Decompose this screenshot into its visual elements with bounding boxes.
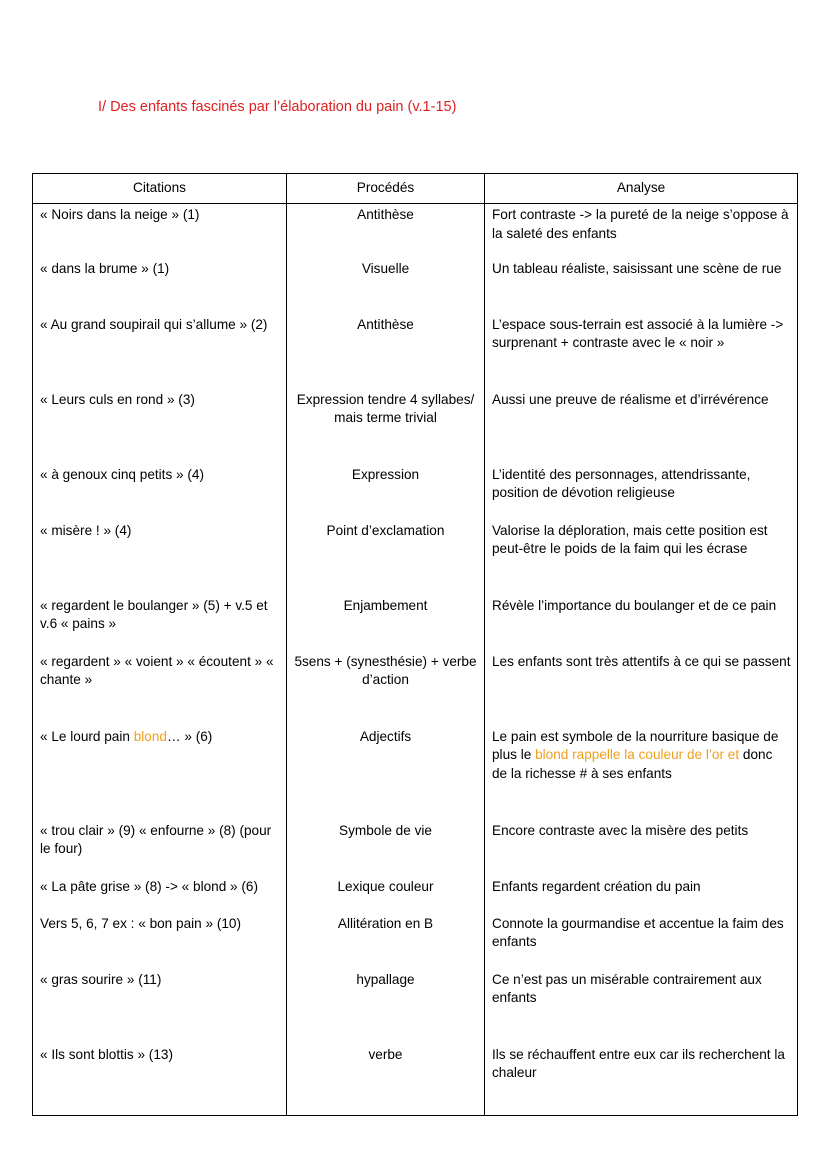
cell-analyse [485, 822, 798, 878]
analysis-table [32, 173, 798, 1116]
cell-procede [287, 822, 485, 878]
cell-citation [33, 260, 287, 316]
procede-text: Point d’exclamation [326, 522, 445, 538]
citation-text: « misère ! » (4) [40, 522, 132, 538]
procede-text: Expression tendre 4 syllabes/ mais terme trivial [296, 391, 475, 426]
cell-analyse [485, 653, 798, 728]
header-citations: Citations [33, 174, 287, 204]
cell-analyse [485, 391, 798, 466]
cell-analyse [485, 878, 798, 915]
cell-citation [33, 653, 287, 728]
cell-citation [33, 204, 287, 260]
citation-text: Vers 5, 6, 7 ex : « bon pain » (10) [40, 915, 242, 931]
section-title: I/ Des enfants fascinés par l’élaboration du pain (v.1-15) [98, 99, 457, 115]
procede-text: 5sens + (synesthésie) + verbe d’action [294, 653, 477, 688]
cell-citation [33, 522, 287, 597]
procede-text: Antithèse [357, 207, 414, 222]
cell-analyse [485, 522, 798, 597]
procede-text: Adjectifs [359, 728, 412, 744]
table-row [33, 466, 798, 522]
procede-text: Allitération en B [337, 915, 434, 931]
analyse-text: Connote la gourmandise et accentue la faim des enfants [492, 915, 784, 950]
cell-analyse [485, 597, 798, 653]
cell-citation [33, 915, 287, 971]
procede-text: Enjambement [343, 597, 428, 613]
analyse-text: Révèle l’importance du boulanger et de ce pain [492, 597, 777, 613]
citation-text: « dans la brume » (1) [40, 260, 170, 276]
citation-text-end: … » (6) [166, 728, 213, 744]
citation-text: « Ils sont blottis » (13) [40, 1046, 173, 1062]
citation-text: « à genoux cinq petits » (4) [40, 466, 204, 482]
cell-analyse [485, 260, 798, 316]
cell-citation [33, 597, 287, 653]
cell-procede [287, 653, 485, 728]
table-row [33, 522, 798, 597]
cell-analyse [485, 971, 798, 1046]
analyse-text-end: donc de la richesse # à ses enfants [492, 747, 773, 781]
table-row [33, 915, 798, 971]
analyse-highlight: blond rappelle la couleur de l’or et [535, 747, 740, 763]
cell-analyse [485, 1046, 798, 1116]
table-row [33, 391, 798, 466]
cell-procede [287, 260, 485, 316]
table-row [33, 260, 798, 316]
analyse-text: Un tableau réaliste, saisissant une scène de rue [492, 260, 782, 276]
cell-citation [33, 971, 287, 1046]
procede-text: Expression [351, 466, 420, 482]
analyse-text: Le pain est symbole de la nourriture basique de plus le [492, 728, 779, 763]
cell-analyse [485, 915, 798, 971]
cell-citation [33, 822, 287, 878]
table-row [33, 1046, 798, 1116]
analyse-text: Les enfants sont très attentifs à ce qui se passent [492, 653, 791, 669]
citation-text: « Le lourd pain [40, 728, 134, 744]
citation-text: « Au grand soupirail qui s’allume » (2) [40, 316, 268, 332]
cell-citation [33, 391, 287, 466]
procede-text: Symbole de vie [339, 822, 432, 838]
table-row [33, 728, 798, 822]
header-analyse: Analyse [485, 174, 798, 204]
cell-citation [33, 728, 287, 822]
cell-procede [287, 466, 485, 522]
cell-citation [33, 466, 287, 522]
cell-analyse [485, 204, 798, 260]
table-header-row [33, 174, 798, 204]
citation-text: « Noirs dans la neige » (1) [40, 207, 200, 222]
table-row [33, 204, 798, 260]
analyse-text: Encore contraste avec la misère des petits [492, 822, 749, 838]
cell-procede [287, 728, 485, 822]
table-row [33, 597, 798, 653]
cell-analyse [485, 466, 798, 522]
analyse-text: Valorise la déploration, mais cette position est peut-être le poids de la faim qui les écrase [492, 522, 768, 557]
cell-procede [287, 971, 485, 1046]
cell-procede [287, 1046, 485, 1116]
cell-procede [287, 915, 485, 971]
citation-text: « gras sourire » (11) [40, 971, 162, 987]
table-row [33, 316, 798, 391]
analyse-text: Aussi une preuve de réalisme et d’irrévérence [492, 391, 769, 407]
cell-procede [287, 391, 485, 466]
procede-text: Visuelle [361, 260, 410, 276]
table-row [33, 653, 798, 728]
procede-text: hypallage [356, 971, 415, 987]
cell-procede [287, 597, 485, 653]
citation-text: « regardent » « voient » « écoutent » « chante » [40, 653, 274, 688]
analyse-text: L’espace sous-terrain est associé à la lumière -> surprenant + contraste avec le « noir » [492, 316, 784, 351]
header-procedes: Procédés [287, 174, 485, 204]
table-row [33, 971, 798, 1046]
cell-procede [287, 522, 485, 597]
procede-text: verbe [368, 1046, 403, 1062]
procede-text: Lexique couleur [337, 878, 434, 894]
cell-citation [33, 1046, 287, 1116]
cell-procede [287, 878, 485, 915]
citation-text: « La pâte grise » (8) -> « blond » (6) [40, 878, 259, 894]
analyse-text: L’identité des personnages, attendrissante, position de dévotion religieuse [492, 466, 751, 501]
citation-highlight: blond [133, 728, 167, 744]
analyse-text: Fort contraste -> la pureté de la neige s’oppose à la saleté des enfants [492, 207, 789, 241]
table-row [33, 878, 798, 915]
analyse-text: Ils se réchauffent entre eux car ils recherchent la chaleur [492, 1046, 785, 1081]
citation-text: « trou clair » (9) « enfourne » (8) (pour le four) [40, 822, 272, 857]
citation-text: « regardent le boulanger » (5) + v.5 et v.6 « pains » [40, 597, 268, 632]
table-row [33, 822, 798, 878]
cell-analyse [485, 316, 798, 391]
cell-analyse [485, 728, 798, 822]
cell-procede [287, 316, 485, 391]
citation-text: « Leurs culs en rond » (3) [40, 391, 195, 407]
procede-text: Antithèse [357, 316, 414, 332]
analyse-text: Ce n’est pas un misérable contrairement aux enfants [492, 971, 762, 1006]
analyse-text: Enfants regardent création du pain [492, 878, 701, 894]
cell-citation [33, 316, 287, 391]
cell-citation [33, 878, 287, 915]
cell-procede [287, 204, 485, 260]
